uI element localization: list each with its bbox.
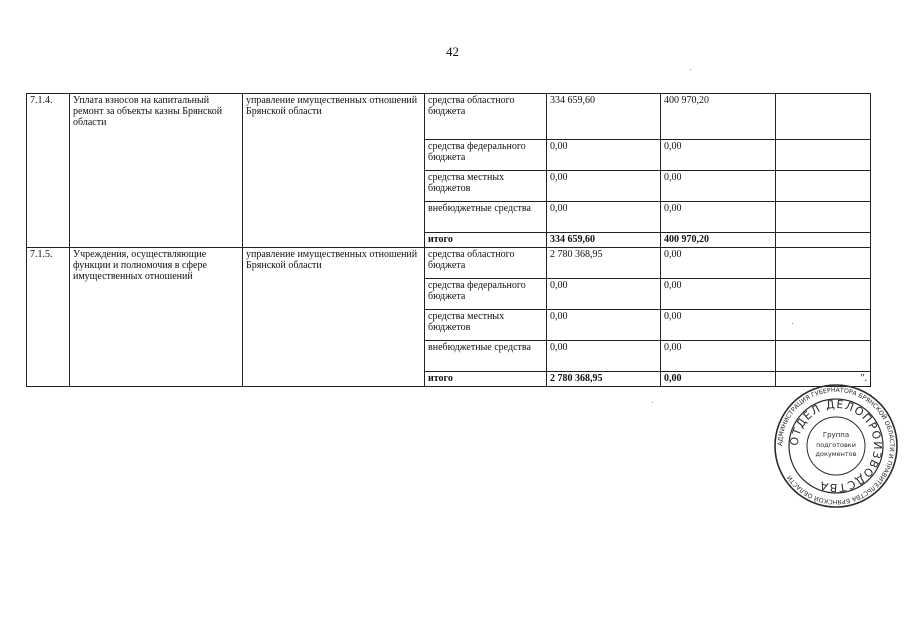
stamp-center-line-2: подготовки	[816, 441, 856, 449]
amount-cell: 0,00	[547, 341, 661, 372]
amount-cell: 334 659,60	[547, 94, 661, 140]
funding-source-cell: средства местных бюджетов	[425, 171, 547, 202]
total-amount-cell: 400 970,20	[661, 233, 776, 248]
scan-speck	[652, 402, 653, 403]
amount-cell	[776, 310, 871, 341]
amount-cell: 0,00	[661, 202, 776, 233]
table-row	[27, 94, 871, 140]
amount-cell: 0,00	[547, 202, 661, 233]
amount-cell: 0,00	[661, 341, 776, 372]
funding-source-cell: средства федерального бюджета	[425, 140, 547, 171]
amount-cell	[776, 140, 871, 171]
amount-cell: 0,00	[661, 140, 776, 171]
item-code-cell: 7.1.4.	[27, 94, 70, 248]
amount-cell: 0,00	[661, 310, 776, 341]
total-label-cell: итого	[425, 233, 547, 248]
stamp-center-line-1: Группа	[822, 431, 850, 439]
amount-cell: 400 970,20	[661, 94, 776, 140]
total-amount-cell: 2 780 368,95	[547, 372, 661, 387]
amount-cell	[776, 248, 871, 279]
funding-source-cell: средства областного бюджета	[425, 94, 547, 140]
funding-source-cell: внебюджетные средства	[425, 341, 547, 372]
closing-quote-cell: ".	[776, 372, 871, 387]
amount-cell	[776, 233, 871, 248]
stamp-center-line-3: документов	[815, 450, 857, 458]
amount-cell: 0,00	[547, 140, 661, 171]
page-number: 42	[446, 44, 459, 59]
amount-cell: 0,00	[661, 171, 776, 202]
amount-cell	[776, 202, 871, 233]
total-amount-cell: 0,00	[661, 372, 776, 387]
amount-cell	[776, 279, 871, 310]
amount-cell	[776, 94, 871, 140]
funding-source-cell: средства областного бюджета	[425, 248, 547, 279]
amount-cell	[776, 341, 871, 372]
amount-cell: 0,00	[547, 171, 661, 202]
funding-source-cell: средства местных бюджетов	[425, 310, 547, 341]
scan-speck	[792, 323, 793, 324]
amount-cell: 2 780 368,95	[547, 248, 661, 279]
amount-cell: 0,00	[661, 279, 776, 310]
amount-cell: 0,00	[547, 279, 661, 310]
office-stamp	[772, 382, 900, 510]
executor-cell: управление имущественных отношений Брянской области	[243, 94, 425, 248]
item-name-cell: Учреждения, осуществляющие функции и полномочия в сфере имущественных отношений	[70, 248, 243, 387]
funding-source-cell: внебюджетные средства	[425, 202, 547, 233]
budget-table	[26, 93, 871, 387]
item-name-cell: Уплата взносов на капитальный ремонт за объекты казны Брянской области	[70, 94, 243, 248]
amount-cell: 0,00	[661, 248, 776, 279]
item-code-cell: 7.1.5.	[27, 248, 70, 387]
scan-speck	[690, 69, 691, 70]
table-row	[27, 248, 871, 279]
stamp-ring-text: ОТДЕЛ ДЕЛОПРОИЗВОДСТВА	[787, 397, 885, 495]
total-amount-cell: 334 659,60	[547, 233, 661, 248]
stamp-outer-text: АДМИНИСТРАЦИЯ ГУБЕРНАТОРА БРЯНСКОЙ ОБЛАСТИ И ПРАВИТЕЛЬСТВА БРЯНСКОЙ ОБЛАСТИ	[776, 386, 896, 506]
amount-cell	[776, 171, 871, 202]
amount-cell: 0,00	[547, 310, 661, 341]
funding-source-cell: средства федерального бюджета	[425, 279, 547, 310]
executor-cell: управление имущественных отношений Брянской области	[243, 248, 425, 387]
total-label-cell: итого	[425, 372, 547, 387]
